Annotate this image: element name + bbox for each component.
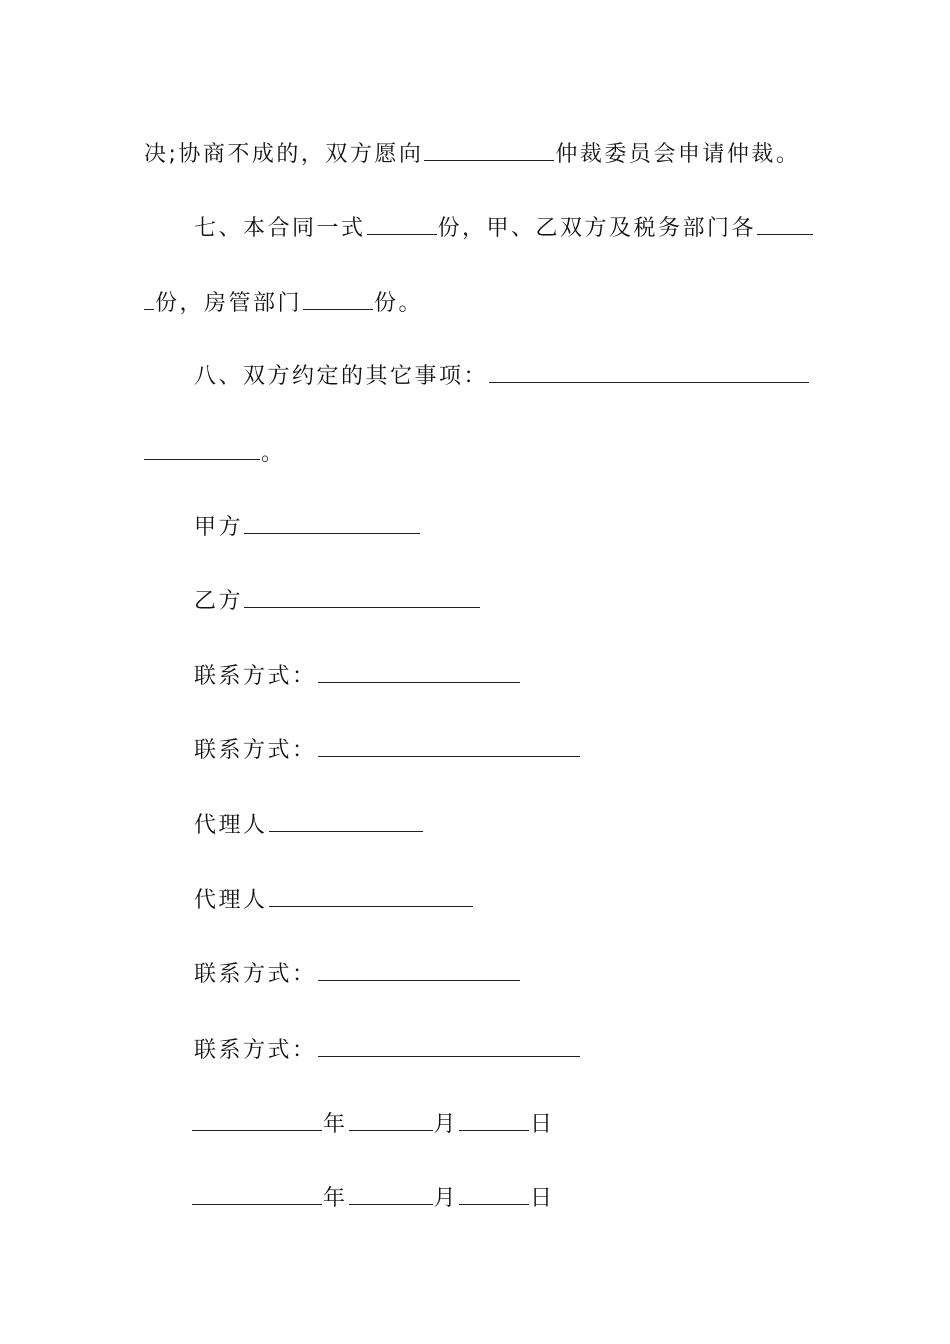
contact-line-1: [194, 660, 521, 690]
text: 八、双方约定的其它事项：: [194, 364, 489, 389]
day-label: 日: [530, 1112, 555, 1137]
clause-8-continuation: [144, 437, 286, 467]
text: 份，房管部门: [155, 291, 303, 316]
contact-label: 联系方式：: [194, 962, 317, 987]
day-blank[interactable]: [459, 1108, 529, 1131]
month-blank[interactable]: [349, 1182, 433, 1205]
copies-count-blank[interactable]: [367, 212, 437, 235]
party-b-line: [194, 585, 481, 615]
date-line-1: [192, 1108, 555, 1138]
text: 决;协商不成的，双方愿向: [144, 142, 424, 167]
date-line-2: [192, 1182, 555, 1212]
party-a-line: [194, 511, 421, 541]
contact-line-2: [194, 734, 581, 764]
contact-blank-1[interactable]: [318, 660, 520, 683]
party-a-label: 甲方: [194, 515, 244, 540]
agent-line-2: [194, 884, 474, 914]
text: 份，甲、乙双方及税务部门各: [437, 216, 757, 241]
agent-label: 代理人: [194, 888, 268, 913]
clause-7: [194, 212, 814, 242]
party-b-label: 乙方: [194, 589, 244, 614]
contact-blank-3[interactable]: [318, 958, 520, 981]
other-matters-blank-cont[interactable]: [144, 437, 260, 460]
year-label: 年: [323, 1112, 348, 1137]
party-a-blank[interactable]: [244, 511, 420, 534]
housing-dept-copies-blank[interactable]: [303, 287, 373, 310]
contact-label: 联系方式：: [194, 738, 317, 763]
text: 份。: [374, 291, 424, 316]
contact-blank-4[interactable]: [318, 1034, 580, 1057]
month-label: 月: [433, 1186, 459, 1211]
contact-line-3: [194, 958, 521, 988]
agent-line-1: [194, 809, 424, 839]
arbitration-committee-blank[interactable]: [424, 138, 554, 161]
year-blank[interactable]: [192, 1108, 322, 1131]
text: 七、本合同一式: [194, 216, 366, 241]
day-label: 日: [530, 1186, 555, 1211]
day-blank[interactable]: [459, 1182, 529, 1205]
text: 。: [261, 441, 286, 466]
contact-line-4: [194, 1034, 581, 1064]
party-b-blank[interactable]: [244, 585, 480, 608]
contact-label: 联系方式：: [194, 1038, 317, 1063]
text: 仲裁委员会申请仲裁。: [555, 142, 801, 167]
tax-dept-copies-blank[interactable]: [757, 212, 813, 235]
month-label: 月: [433, 1112, 459, 1137]
other-matters-blank[interactable]: [489, 360, 809, 383]
year-blank[interactable]: [192, 1182, 322, 1205]
contact-blank-2[interactable]: [318, 734, 580, 757]
clause-7-continuation: [144, 287, 423, 317]
agent-blank-1[interactable]: [269, 809, 423, 832]
clause-6-continuation: [144, 138, 800, 168]
agent-blank-2[interactable]: [269, 884, 473, 907]
tax-dept-copies-blank-cont[interactable]: [144, 287, 154, 310]
clause-8: [194, 360, 810, 390]
month-blank[interactable]: [349, 1108, 433, 1131]
agent-label: 代理人: [194, 813, 268, 838]
year-label: 年: [323, 1186, 348, 1211]
contact-label: 联系方式：: [194, 664, 317, 689]
